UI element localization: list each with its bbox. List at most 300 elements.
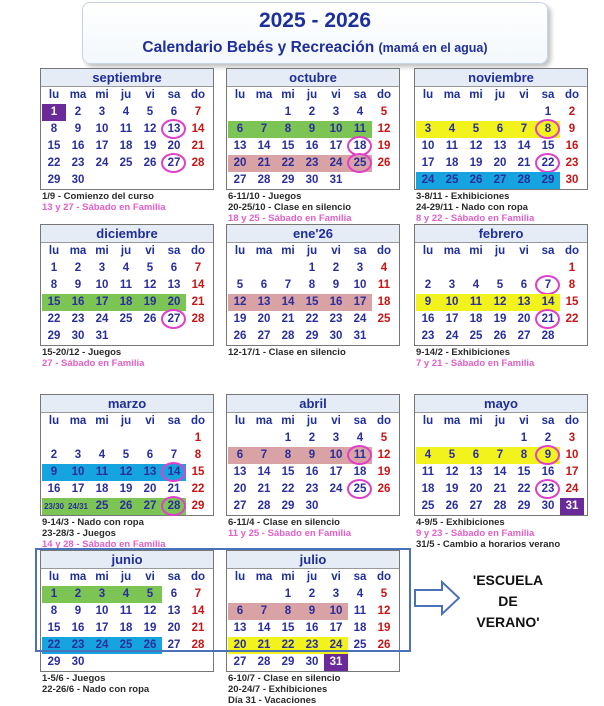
day-cell [66,430,90,447]
day-cell: 25 [114,637,138,654]
weekday-header: vi [331,415,341,427]
day-cell [228,260,252,277]
weekday-header: mi [95,571,109,583]
day-cell: 13 [469,466,483,478]
day-cell: 11 [377,279,391,291]
day-cell: 26 [493,330,507,342]
day-cell: 13 [167,279,181,291]
day-cell: 24 [353,313,367,325]
day-cell: 14 [191,123,205,135]
day-cell: 1 [520,432,528,444]
day-cell: 29 [536,172,560,189]
day-cell: 4 [380,262,388,274]
month-note: 20-25/10 - Clase en silencio [228,202,352,213]
day-cell: 16 [71,140,85,152]
weekday-header: sa [541,415,555,427]
day-cell: 10 [324,603,348,620]
day-cell: 28 [191,313,205,325]
day-cell: 9 [42,464,66,481]
day-cell: 30 [305,656,319,668]
day-cell: 2 [308,432,316,444]
day-cell [440,260,464,277]
weekday-header: sa [541,89,555,101]
day-cell: 6 [464,447,488,464]
day-cell: 12 [377,605,391,617]
day-cell: 25 [348,481,372,498]
day-cell: 23 [300,155,324,172]
day-cell: 20 [162,294,186,311]
day-cell: 17 [329,140,343,152]
day-cell: 3 [98,262,106,274]
day-cell: 8 [50,605,58,617]
day-grid [41,413,213,515]
day-cell: 5 [138,586,162,603]
day-cell: 23 [421,330,435,342]
day-cell: 2 [544,432,552,444]
day-cell: 24 [95,313,109,325]
day-grid [415,87,587,189]
day-cell: 18 [445,157,459,169]
day-cell: 5 [380,432,388,444]
day-cell [186,328,210,345]
day-cell: 6 [170,262,178,274]
day-cell: 28 [257,174,271,186]
day-cell: 19 [119,483,133,495]
day-cell [276,260,300,277]
day-cell: 29 [517,500,531,512]
day-cell: 22 [536,155,560,172]
day-cell [416,430,440,447]
summer-line-2: DE [498,593,518,609]
weekday-header: sa [167,89,181,101]
day-cell: 5 [440,447,464,464]
day-cell: 15 [191,466,205,478]
month-calendar [40,224,214,346]
day-cell [440,430,464,447]
day-cell: 19 [377,466,391,478]
day-cell: 19 [143,140,157,152]
month-name: mayo [415,395,587,413]
day-cell: 13 [233,622,247,634]
day-cell: 25 [440,172,464,189]
month-calendar [226,68,400,190]
day-cell: 26 [138,637,162,654]
day-cell: 9 [332,279,340,291]
weekday-header: ju [120,89,132,101]
day-cell: 5 [146,262,154,274]
day-cell: 28 [162,498,186,515]
day-cell: 14 [257,140,271,152]
day-cell: 3 [356,262,364,274]
day-cell: 7 [194,106,202,118]
day-cell: 19 [377,140,391,152]
day-cell: 7 [512,121,536,138]
day-cell: 21 [493,483,507,495]
day-cell: 23/30 [42,498,66,515]
day-cell: 2 [74,262,82,274]
day-cell: 10 [565,449,579,461]
month-note: 9 y 23 - Sábado en Familia [416,528,535,539]
day-cell: 4 [356,106,364,118]
day-cell: 5 [146,106,154,118]
day-cell: 8 [194,449,202,461]
day-cell: 7 [194,588,202,600]
day-cell: 29 [281,656,295,668]
day-cell: 23 [300,637,324,654]
weekday-header: ju [306,245,318,257]
day-cell: 22 [47,157,61,169]
day-cell [162,654,186,671]
weekday-header: ma [69,89,87,101]
day-cell: 20 [167,140,181,152]
day-cell: 2 [50,449,58,461]
weekday-header: vi [145,415,155,427]
day-cell [372,498,396,515]
weekday-header: mi [281,89,295,101]
month-note: 15-20/12 - Juegos [42,347,122,358]
day-cell: 8 [276,447,300,464]
day-cell: 7 [284,279,292,291]
day-cell: 8 [50,279,58,291]
weekday-header: sa [541,245,555,257]
weekday-header: sa [353,415,367,427]
day-cell: 21 [517,157,531,169]
day-cell: 10 [95,605,109,617]
day-cell: 11 [445,140,459,152]
day-cell [488,430,512,447]
month-note: 23-28/3 - Juegos [42,528,116,539]
day-cell: 11 [353,605,367,617]
day-cell: 22 [276,637,300,654]
day-cell: 4 [122,106,130,118]
day-cell: 3 [332,106,340,118]
day-cell: 24 [565,483,579,495]
day-cell: 10 [95,279,109,291]
day-cell: 20 [167,622,181,634]
day-cell: 12 [377,123,391,135]
day-cell: 25 [377,313,391,325]
day-cell: 27 [138,498,162,515]
day-cell [42,430,66,447]
day-cell: 9 [416,294,440,311]
day-cell: 16 [66,294,90,311]
day-cell [186,654,210,671]
day-cell [464,104,488,121]
day-cell: 19 [493,313,507,325]
weekday-header: ju [306,415,318,427]
day-cell: 26 [377,639,391,651]
day-cell: 5 [380,106,388,118]
day-cell: 25 [348,155,372,172]
day-cell: 15 [47,140,61,152]
summer-line-1: 'ESCUELA [472,572,544,588]
day-cell: 20 [233,483,247,495]
day-cell: 4 [356,432,364,444]
day-cell: 13 [252,294,276,311]
weekday-header: ma [255,89,273,101]
weekday-header: ju [306,571,318,583]
day-cell [114,172,138,189]
day-cell: 1 [42,586,66,603]
weekday-header: lu [422,415,434,427]
day-cell: 17 [421,157,435,169]
weekday-header: ma [443,89,461,101]
day-cell: 22 [565,313,579,325]
day-cell [162,430,186,447]
day-cell: 13 [512,294,536,311]
day-cell [138,654,162,671]
month-note: 18 y 25 - Sábado en Familia [228,213,352,224]
day-cell: 6 [146,449,154,461]
weekday-header: lu [48,245,60,257]
day-cell: 15 [300,294,324,311]
weekday-header: do [376,415,392,427]
day-cell: 4 [472,279,480,291]
day-cell: 6 [520,279,528,291]
day-cell: 4 [122,262,130,274]
month-calendar [40,68,214,190]
day-cell: 11 [90,464,114,481]
weekday-header: ma [255,415,273,427]
weekday-header: vi [331,89,341,101]
title-subtitle: (mamá en el agua) [378,41,488,55]
weekday-header: ju [306,89,318,101]
day-cell: 17 [445,313,459,325]
month-note: 7 y 21 - Sábado en Familia [416,358,535,369]
month-note: 1-5/6 - Juegos [42,673,106,684]
day-cell: 30 [329,330,343,342]
day-cell: 7 [170,449,178,461]
day-cell: 23 [71,157,85,169]
day-cell: 1 [50,262,58,274]
day-cell [138,172,162,189]
day-cell: 6 [260,279,268,291]
day-cell: 8 [512,447,536,464]
day-cell: 16 [421,313,435,325]
day-cell: 5 [122,449,130,461]
day-cell: 7 [536,277,560,294]
day-cell: 18 [421,483,435,495]
weekday-header: do [190,89,206,101]
day-cell: 26 [143,157,157,169]
day-cell: 30 [71,656,85,668]
day-cell: 13 [167,605,181,617]
weekday-header: vi [519,89,529,101]
day-cell: 6 [170,106,178,118]
day-cell: 14 [276,294,300,311]
day-cell: 29 [47,330,61,342]
day-cell: 24 [90,637,114,654]
day-grid [415,243,587,345]
day-cell: 17 [95,622,109,634]
day-cell: 22 [305,313,319,325]
day-cell: 28 [512,172,536,189]
day-cell: 11 [464,294,488,311]
day-cell: 24 [95,157,109,169]
month-note: 20-24/7 - Exhibiciones [228,684,328,695]
day-cell [512,104,536,121]
day-grid [227,87,399,189]
day-cell: 21 [167,483,181,495]
day-cell: 22 [47,313,61,325]
weekday-header: ma [69,415,87,427]
day-cell: 8 [276,603,300,620]
day-cell [252,104,276,121]
day-cell: 30 [305,174,319,186]
day-cell: 12 [143,279,157,291]
weekday-header: sa [353,89,367,101]
day-cell: 22 [281,483,295,495]
day-cell: 30 [71,330,85,342]
day-cell: 18 [353,622,367,634]
day-cell [488,260,512,277]
weekday-header: vi [519,245,529,257]
month-note: 27 - Sábado en Familia [42,358,145,369]
day-cell: 28 [191,157,205,169]
day-cell: 22 [42,637,66,654]
day-cell: 12 [114,464,138,481]
day-cell: 17 [329,466,343,478]
day-cell: 15 [281,140,295,152]
month-name: diciembre [41,225,213,243]
day-cell [348,498,372,515]
day-cell: 10 [440,294,464,311]
day-grid [227,413,399,515]
day-cell [348,654,372,671]
day-cell: 11 [421,466,435,478]
day-cell: 20 [228,155,252,172]
weekday-header: do [376,89,392,101]
summer-months-frame [35,548,411,652]
day-grid [41,87,213,189]
weekday-header: do [564,245,580,257]
weekday-header: ma [443,245,461,257]
weekday-header: sa [167,245,181,257]
day-grid [415,413,587,515]
day-cell: 15 [281,622,295,634]
right-arrow-icon [414,580,460,616]
day-cell: 18 [114,294,138,311]
month-note: 6-11/10 - Juegos [228,191,302,202]
day-cell: 6 [228,447,252,464]
weekday-header: mi [95,245,109,257]
day-cell: 16 [305,466,319,478]
day-cell: 4 [356,588,364,600]
month-note: 9-14/3 - Nado con ropa [42,517,144,528]
day-cell: 20 [257,313,271,325]
day-cell: 8 [568,279,576,291]
month-name: febrero [415,225,587,243]
day-cell: 27 [167,639,181,651]
day-cell: 19 [143,622,157,634]
day-cell: 10 [324,121,348,138]
day-cell: 12 [377,449,391,461]
month-name: junio [41,551,213,569]
day-cell: 18 [377,296,391,308]
day-cell: 23 [305,483,319,495]
month-calendar [414,224,588,346]
weekday-header: ju [494,415,506,427]
day-cell: 22 [276,155,300,172]
day-cell: 7 [252,121,276,138]
day-cell: 17 [565,466,579,478]
day-cell: 28 [281,330,295,342]
day-cell: 25 [119,157,133,169]
weekday-header: mi [281,415,295,427]
day-cell: 30 [565,174,579,186]
day-cell: 24 [324,155,348,172]
day-cell: 28 [493,500,507,512]
day-cell: 29 [47,174,61,186]
day-cell: 9 [74,279,82,291]
header-banner [82,2,548,64]
day-cell: 3 [98,106,106,118]
weekday-header: do [190,415,206,427]
day-cell [488,104,512,121]
day-cell: 9 [300,121,324,138]
day-cell [162,172,186,189]
day-cell [252,260,276,277]
day-cell: 23 [71,313,85,325]
day-cell: 13 [233,140,247,152]
day-cell: 14 [257,622,271,634]
page-title [83,39,547,57]
month-calendar [226,394,400,516]
day-cell: 15 [42,294,66,311]
day-cell: 7 [488,447,512,464]
day-cell: 19 [469,157,483,169]
day-cell: 20 [469,483,483,495]
day-cell [512,260,536,277]
weekday-header: vi [145,571,155,583]
day-cell: 27 [233,656,247,668]
day-cell: 11 [119,605,133,617]
day-cell [138,430,162,447]
day-cell: 27 [233,174,247,186]
month-note: Día 31 - Vacaciones [228,695,317,706]
weekday-header: ma [69,571,87,583]
day-cell [228,104,252,121]
day-cell: 13 [162,121,186,138]
month-calendar [226,224,400,346]
day-cell: 8 [276,121,300,138]
day-cell: 23 [536,481,560,498]
day-cell: 16 [47,483,61,495]
weekday-header: lu [234,571,246,583]
day-cell: 13 [493,140,507,152]
day-cell: 17 [329,622,343,634]
day-cell: 4 [416,447,440,464]
day-cell: 7 [194,262,202,274]
day-cell: 2 [424,279,432,291]
day-cell: 31 [353,330,367,342]
month-note: 3-8/11 - Exhibiciones [416,191,510,202]
day-cell: 26 [377,483,391,495]
day-cell: 26 [143,313,157,325]
day-cell [90,654,114,671]
day-cell: 4 [98,449,106,461]
day-cell [440,104,464,121]
day-cell: 24 [445,330,459,342]
weekday-header: mi [281,245,295,257]
day-cell: 14 [162,464,186,481]
day-cell [372,654,396,671]
weekday-header: ju [494,89,506,101]
day-cell: 24/31 [66,498,90,515]
month-note: 6-10/7 - Clase en silencio [228,673,341,684]
day-cell: 27 [162,155,186,172]
weekday-header: vi [519,415,529,427]
